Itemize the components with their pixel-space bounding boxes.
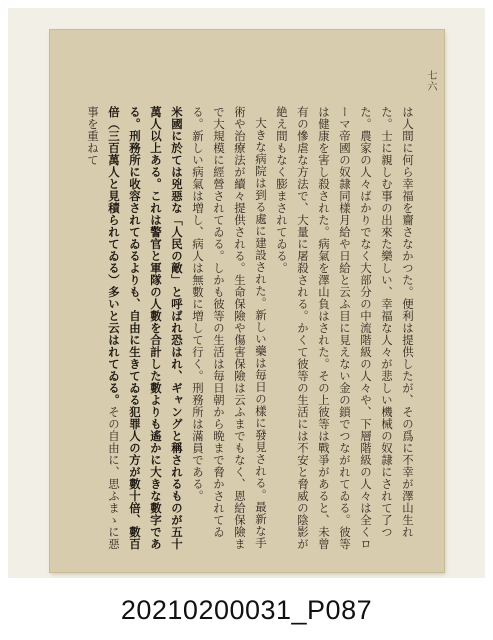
text-paragraph: 米國に於ては兇惡な「人民の敵」と呼ばれ恐はれ、ギャングと稱されるものが五十萬人以上ある。これは警官と軍隊の人數を合計した數よりも遙かに大きな數字である。刑務所に收容されてゐるよりも、自由に生きてゐる犯罪人の方が數十倍、數百倍（三百萬人と見積られてゐる）多いと云はれてゐる。 [107, 106, 184, 550]
vertical-text-body [86, 106, 418, 556]
text-paragraph: 大きな病院は到る處に建設された。新しい藥は毎日の樣に發見される。最新な手術や治療法が續々提供される。生命保險や傷害保險は云ふまでもなく、恩給保險まで大規模に經營されてゐる。しかも彼等の生活は毎日朝から晩まで脅かされてゐる。新しい病氣は増し、病人は無數に増して行く。刑務所は滿員である。 [191, 106, 268, 550]
scan-frame [8, 8, 485, 578]
text-paragraph: は人間に何ら幸福を齎さなかつた。便利は提供したが、その爲に不幸が澤山生れた。士に親しむ事の出來た樂しい、幸福な人々が悲しい機械の奴隷にされて了つた。農家の人々ばかりでなく大部分の中流階級の人々や、下層階級の人々は全くローマ帝國の奴隷同樣月給や日給と云ふ目に見えない金の鎖でつながれてゐる。彼等は健康を害し殺された。病氣を澤山負はされた。その上彼等は戰爭があると、未曾有の慘虐な方法で、大量に屠殺される。かくて彼等の生活には不安と脅威の陰影が絶え間もなく膨まされてゐる。 [275, 106, 415, 550]
image-id-caption: 20210200031_P087 [120, 595, 373, 625]
page-number: 七六 [425, 70, 436, 92]
text-paragraph: その自由に、思ふまゝに惡事を重ねて [86, 106, 121, 550]
book-page [50, 30, 444, 572]
